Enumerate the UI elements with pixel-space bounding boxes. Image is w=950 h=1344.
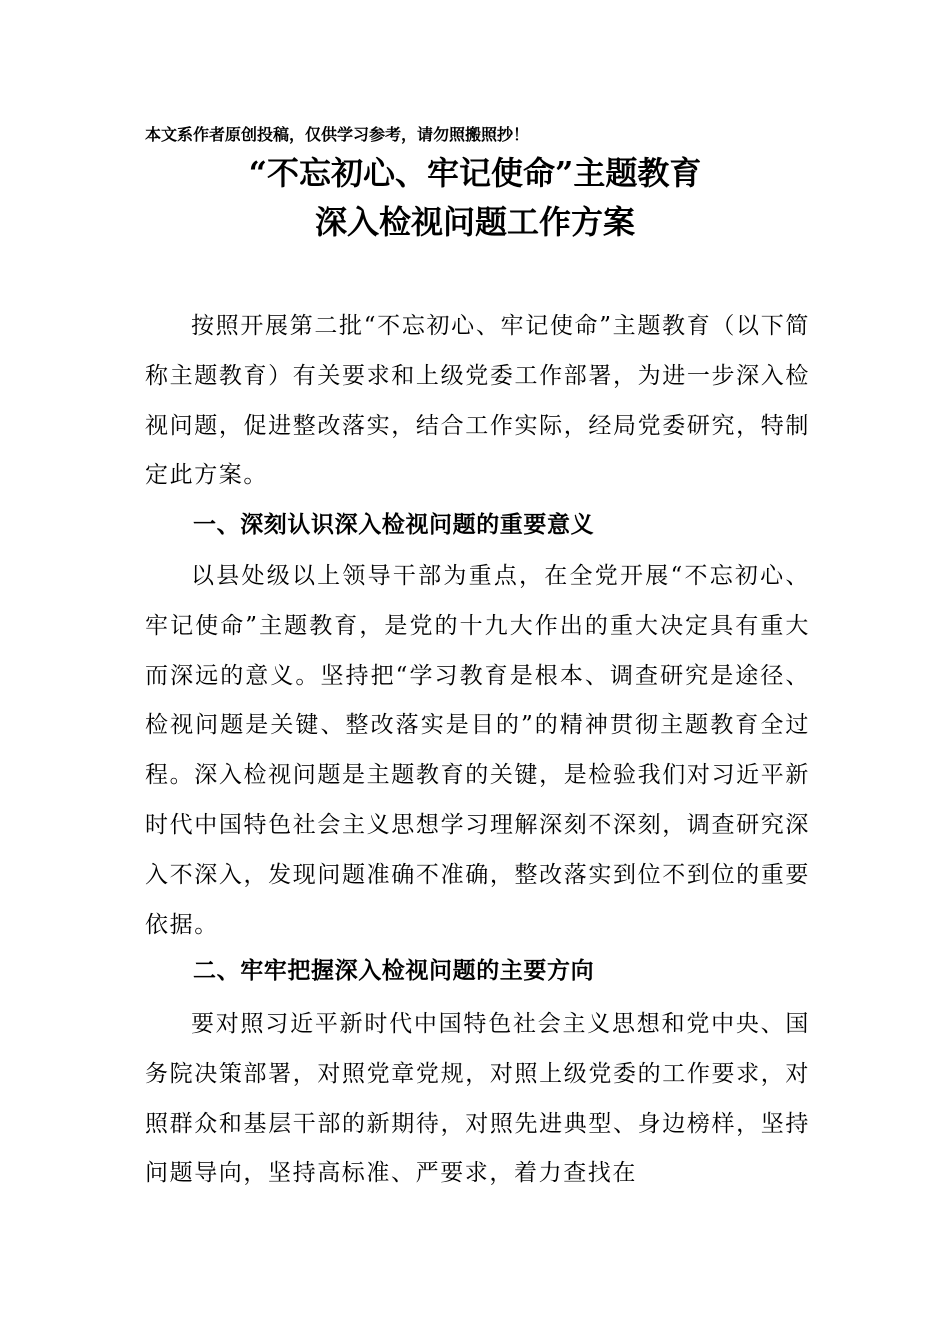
copyright-notice: 本文系作者原创投稿，仅供学习参考，请勿照搬照抄！ [145, 125, 530, 144]
document-title-line-1: “不忘初心、牢记使命”主题教育 [248, 154, 702, 192]
section-heading-1: 一、深刻认识深入检视问题的重要意义 [193, 512, 595, 538]
document-title-line-2: 深入检视问题工作方案 [314, 203, 635, 241]
intro-paragraph: 按照开展第二批“不忘初心、牢记使命”主题教育（以下简称主题教育）有关要求和上级党委工作部署，为进一步深入检视问题，促进整改落实，结合工作实际，经局党委研究，特制定此方案。 [145, 313, 810, 489]
section-1-paragraph: 以县处级以上领导干部为重点，在全党开展“不忘初心、牢记使命”主题教育，是党的十九大作出的重大决定具有重大而深远的意义。坚持把“学习教育是根本、调查研究是途径、检视问题是关键、整改落实是目的”的精神贯彻主题教育全过程。深入检视问题是主题教育的关键，是检验我们对习近平新时代中国特色社会主义思想学习理解深刻不深刻，调查研究深入不深入，发现问题准确不准确，整改落实到位不到位的重要依据。 [145, 563, 810, 938]
section-heading-2: 二、牢牢把握深入检视问题的主要方向 [193, 958, 595, 984]
section-2-paragraph: 要对照习近平新时代中国特色社会主义思想和党中央、国务院决策部署，对照党章党规，对照上级党委的工作要求，对照群众和基层干部的新期待，对照先进典型、身边榜样，坚持问题导向，坚持高标准、严要求，着力查找在 [145, 1011, 810, 1187]
